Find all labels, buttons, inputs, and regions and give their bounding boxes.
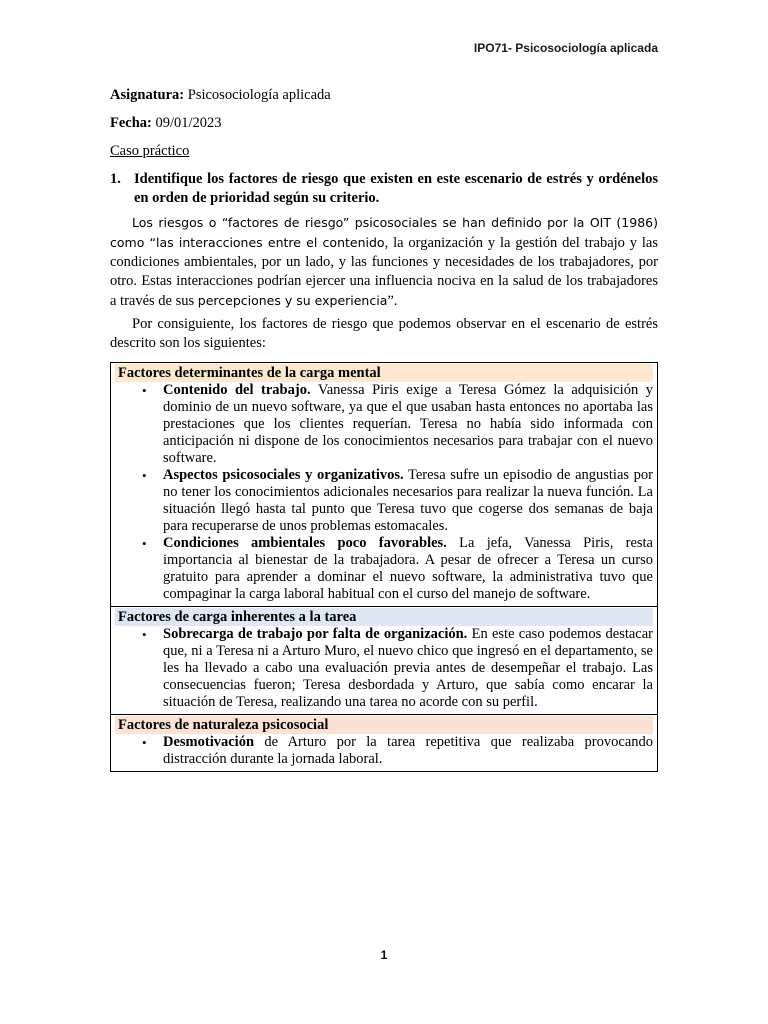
section-psychosocial [111, 714, 657, 771]
bullet-icon: • [142, 383, 147, 398]
date-line [110, 115, 222, 132]
item-text: de Arturo por la tarea repetitiva que realizaba provocando distracción durante la jornada laboral. [163, 734, 653, 767]
bullet-icon: • [142, 735, 147, 750]
case-heading: Caso práctico [110, 143, 190, 159]
subject-value: Psicosociología aplicada [187, 87, 331, 103]
bullet-icon: • [142, 536, 147, 551]
section-mental-load [111, 364, 657, 606]
item-heading: Aspectos psicosociales y organizativos. [163, 467, 404, 483]
section-title: Factores de naturaleza psicosocial [115, 716, 653, 734]
list-item [115, 535, 653, 603]
question-number: 1. [110, 171, 121, 187]
bullet-icon: • [142, 627, 147, 642]
bullet-icon: • [142, 468, 147, 483]
question-1 [110, 170, 658, 208]
paragraph-part: las interacciones entre el contenido [156, 235, 385, 250]
paragraph-part: Los riesgos o “factores de riesgo” psicosociales se han definido por la OIT (1986) como “ [110, 215, 658, 250]
item-text: Teresa sufre un episodio de angustias por no tener los conocimientos adicionales necesarios para realizar la nueva función. La situación llegó hasta tal punto que Teresa tuvo que cogerse dos semanas de baja para recuperarse de unos problemas estomacales. [163, 467, 653, 534]
date-value: 09/01/2023 [155, 115, 222, 131]
list-item [115, 626, 653, 711]
subject-line [110, 87, 331, 104]
list-item [115, 467, 653, 535]
paragraph-definition [110, 213, 658, 311]
subject-label: Asignatura: [110, 87, 185, 103]
item-heading: Condiciones ambientales poco favorables. [163, 535, 447, 551]
question-text: Identifique los factores de riesgo que existen en este escenario de estrés y ordénelos en orden de prioridad según su criterio. [134, 171, 658, 206]
paragraph-part: percepciones y su experiencia [197, 293, 388, 308]
section-title: Factores determinantes de la carga mental [115, 364, 653, 382]
item-heading: Contenido del trabajo. [163, 382, 311, 398]
list-item [115, 382, 653, 467]
item-heading: Sobrecarga de trabajo por falta de organización. [163, 626, 468, 642]
list-item [115, 734, 653, 768]
item-text: En este caso podemos destacar que, ni a Teresa ni a Arturo Muro, el nuevo chico que ingresó en el departamento, se les ha llevado a cabo una evaluación previa antes de desempeñar el trabajo. Las consecuencias fueron; Teresa desbordada y Arturo, que sabía como encarar la situación de Teresa, realizando una tarea no acorde con su perfil. [163, 626, 654, 710]
section-title: Factores de carga inherentes a la tarea [115, 608, 653, 626]
item-heading: Desmotivación [163, 734, 255, 750]
section-task-load [111, 606, 657, 714]
paragraph-part: , la organización y la gestión del trabajo y las condiciones ambientales, por un lado, y las funciones y necesidades de los trabajadores, por otro. Estas interacciones podrían ejercer una influencia nociva en la salud de los trabajadores a través de sus [110, 235, 659, 309]
document-header: IPO71- Psicosociología aplicada [473, 41, 658, 55]
item-text: La jefa, Vanessa Piris, resta importancia al bienestar de la trabajadora. A pesar de ofrecer a Teresa un curso gratuito para aprender a dominar el nuevo software, la administrativa tuvo que compaginar la carga laboral habitual con el curso del manejo de software. [163, 535, 653, 602]
date-label: Fecha: [110, 115, 152, 131]
page-number: 1 [380, 948, 388, 962]
item-text: Vanessa Piris exige a Teresa Gómez la adquisición y dominio de un nuevo software, ya que el que usaban hasta entonces no aportaba las prestaciones que los clientes requerían. Teresa no había sido informada con anticipación ni dispone de los conocimientos necesarios para trabajar con el nuevo software. [163, 382, 653, 466]
paragraph-part: ”. [387, 293, 398, 309]
paragraph-intro: Por consiguiente, los factores de riesgo que podemos observar en el escenario de estrés descrito son los siguientes: [110, 316, 658, 351]
risk-factors-table [110, 362, 658, 772]
